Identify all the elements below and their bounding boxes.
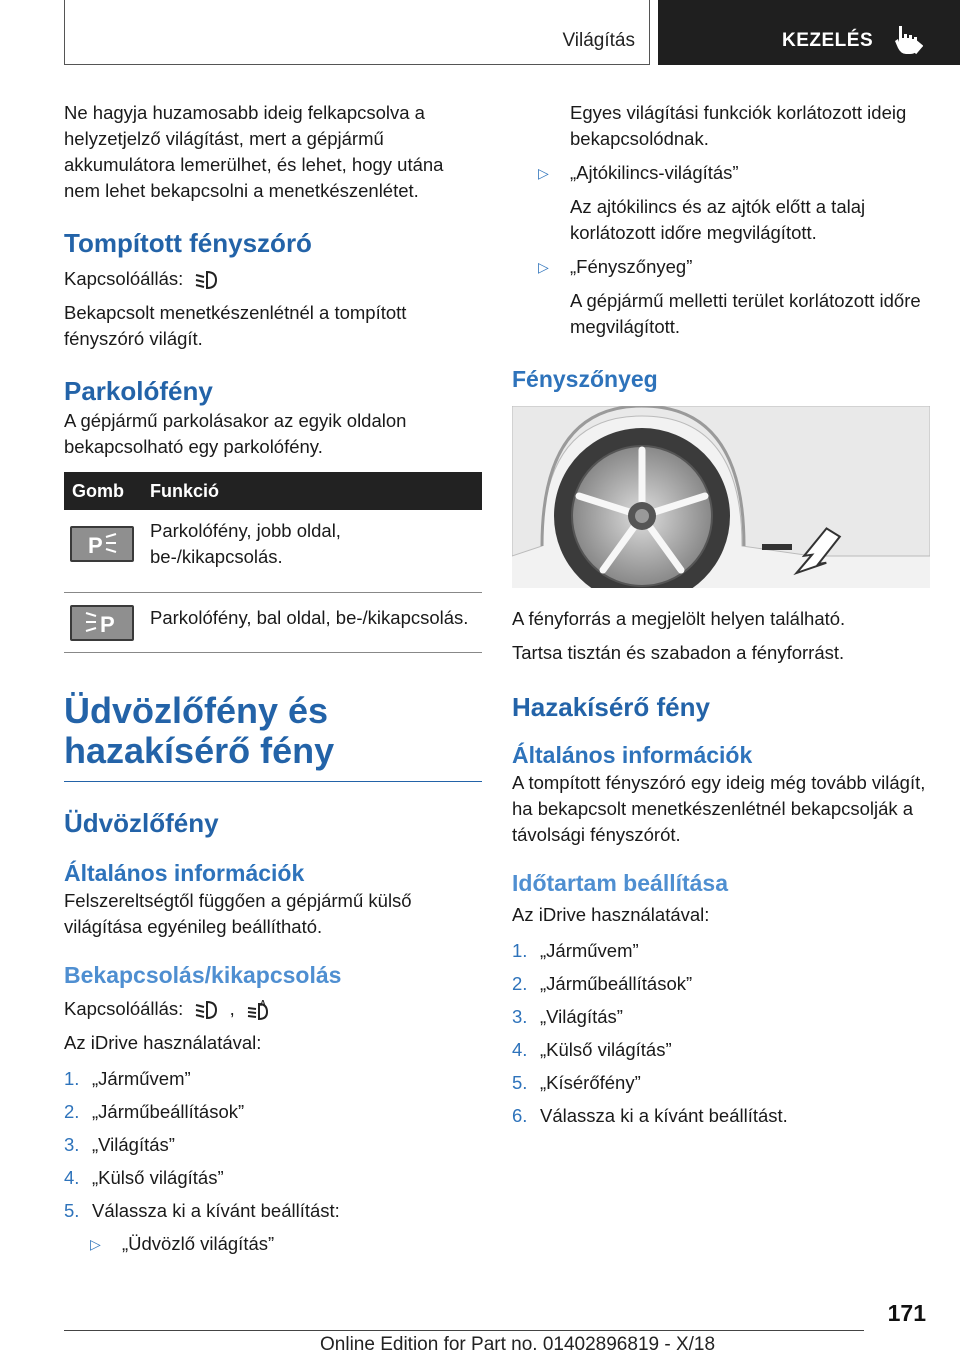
- list-item: ▷ „Ajtókilincs-világítás” Az ajtókilincs és az ajtók előtt a talaj korlátozott időre megvilágított.: [538, 162, 866, 243]
- heading-bekapcs: Bekapcsolás/kikapcsolás: [64, 961, 342, 988]
- altalanos-text-right: A tompított fényszóró egy ideig még tovább világít, ha bekapcsolt menetkészenlétnél bekapcsolják a távolsági fényszórót.: [512, 772, 926, 845]
- altalanos-text-left: Felszereltségtől függően a gépjármű külső világítása egyénileg beállítható.: [64, 889, 412, 937]
- table-cell-function: Parkolófény, jobb oldal, be-/kikapcsolás.: [142, 510, 482, 592]
- pointing-hand-icon: [893, 24, 923, 56]
- header-section-title: Világítás: [562, 30, 635, 51]
- header-chapter-box: [658, 0, 960, 65]
- idrive-right: Az iDrive használatával:: [512, 904, 710, 925]
- car-wheel-photo: [512, 406, 930, 588]
- list-item: 3. „Világítás”: [64, 1133, 175, 1155]
- sub-list-left: [64, 1231, 482, 1257]
- table-header-button: Gomb: [64, 472, 142, 510]
- right-cont-text: Egyes világítási funkciók korlátozott ideig bekapcsolódnak.: [570, 102, 907, 149]
- steps-right: [512, 938, 930, 1129]
- header-chapter-title: KEZELÉS: [782, 30, 874, 51]
- steps-left: [64, 1066, 482, 1224]
- footer-rule: [64, 1330, 864, 1331]
- footer-edition: Online Edition for Part no. 01402896819 - X/18: [320, 1334, 716, 1355]
- list-item: 2. „Járműbeállítások”: [64, 1100, 245, 1122]
- heading-hazakisero: Hazakísérő fény: [512, 692, 710, 722]
- page-number: 171: [887, 1300, 926, 1326]
- low-beam-icon: [194, 269, 218, 291]
- list-item: ▷ „Üdvözlő világítás”: [64, 1231, 482, 1257]
- parking-light-table: [64, 472, 482, 653]
- table-header-function: Funkció: [142, 472, 482, 510]
- table-cell-function: Parkolófény, bal oldal, be-/kikapcsolás.: [142, 592, 482, 652]
- bullet-triangle-icon: ▷: [90, 1235, 101, 1252]
- svg-text:P: P: [100, 611, 115, 636]
- switch-label: Kapcsolóállás:: [64, 268, 184, 289]
- heading-parkolo: Parkolófény: [64, 376, 213, 406]
- table-row: [64, 510, 482, 592]
- chapter-title: Üdvözlőfény és hazakísérő fény: [64, 689, 335, 771]
- switch-label: Kapcsolóállás:: [64, 997, 184, 1019]
- list-item: 4. „Külső világítás”: [64, 1166, 224, 1188]
- list-item: 5. Válassza ki a kívánt beállítást:: [64, 1199, 340, 1221]
- auto-headlight-icon: [246, 999, 270, 1021]
- heading-udvozlo: Üdvözlőfény: [64, 807, 219, 838]
- bullet-triangle-icon: ▷: [538, 165, 549, 181]
- parking-light-right-icon: [70, 526, 134, 562]
- list-item: 2. „Járműbeállítások”: [512, 973, 693, 994]
- bullet-triangle-icon: ▷: [538, 259, 549, 275]
- parking-light-left-icon: [70, 605, 134, 641]
- right-column: [512, 100, 930, 1136]
- list-item: ▷ „Fényszőnyeg” A gépjármű melletti terület korlátozott időre megvilágított.: [538, 256, 921, 337]
- header-section-box: [64, 0, 650, 65]
- list-item: 4. „Külső világítás”: [512, 1039, 672, 1060]
- list-item: 5. „Kísérőfény”: [512, 1072, 641, 1093]
- list-item: 1. „Járművem”: [512, 940, 639, 961]
- heading-tompitott: Tompított fényszóró: [64, 228, 312, 258]
- svg-text:A: A: [259, 998, 266, 1008]
- list-item: 6. Válassza ki a kívánt beállítást.: [512, 1105, 788, 1126]
- photo-caption-1: A fényforrás a megjelölt helyen található.: [512, 608, 846, 629]
- idrive-left: Az iDrive használatával:: [64, 1031, 262, 1053]
- list-item: 3. „Világítás”: [512, 1006, 623, 1027]
- left-column: [64, 100, 482, 1257]
- svg-text:P: P: [88, 533, 103, 557]
- table-row: [64, 592, 482, 652]
- list-item: 1. „Járművem”: [64, 1067, 191, 1089]
- bekapcs-switch-line: [64, 996, 482, 1022]
- photo-caption-2: Tartsa tisztán és szabadon a fényforrást.: [512, 642, 845, 663]
- bullets-right: [512, 160, 930, 340]
- heading-altalanos-left: Általános információk: [64, 859, 305, 886]
- heading-fenyszonyeg: Fényszőnyeg: [512, 366, 658, 392]
- heading-idotartam: Időtartam beállítása: [512, 870, 729, 896]
- intro-paragraph: Ne hagyja huzamosabb ideig felkapcsolva a helyzetjelző világítást, mert a gépjármű akkumulátora lemerülhet, és lehet, hogy utána nem lehet bekapcsolni a menetkészenlétet.: [64, 102, 444, 201]
- switch-separator: ,: [229, 997, 235, 1019]
- heading-altalanos-right: Általános információk: [512, 742, 753, 768]
- tompitott-switch-line: [64, 266, 482, 292]
- low-beam-icon: [194, 999, 218, 1021]
- tompitott-text: Bekapcsolt menetkészenlétnél a tompított fényszóró világít.: [64, 302, 407, 349]
- parkolo-text: A gépjármű parkolásakor az egyik oldalon bekapcsolható egy parkolófény.: [64, 410, 407, 457]
